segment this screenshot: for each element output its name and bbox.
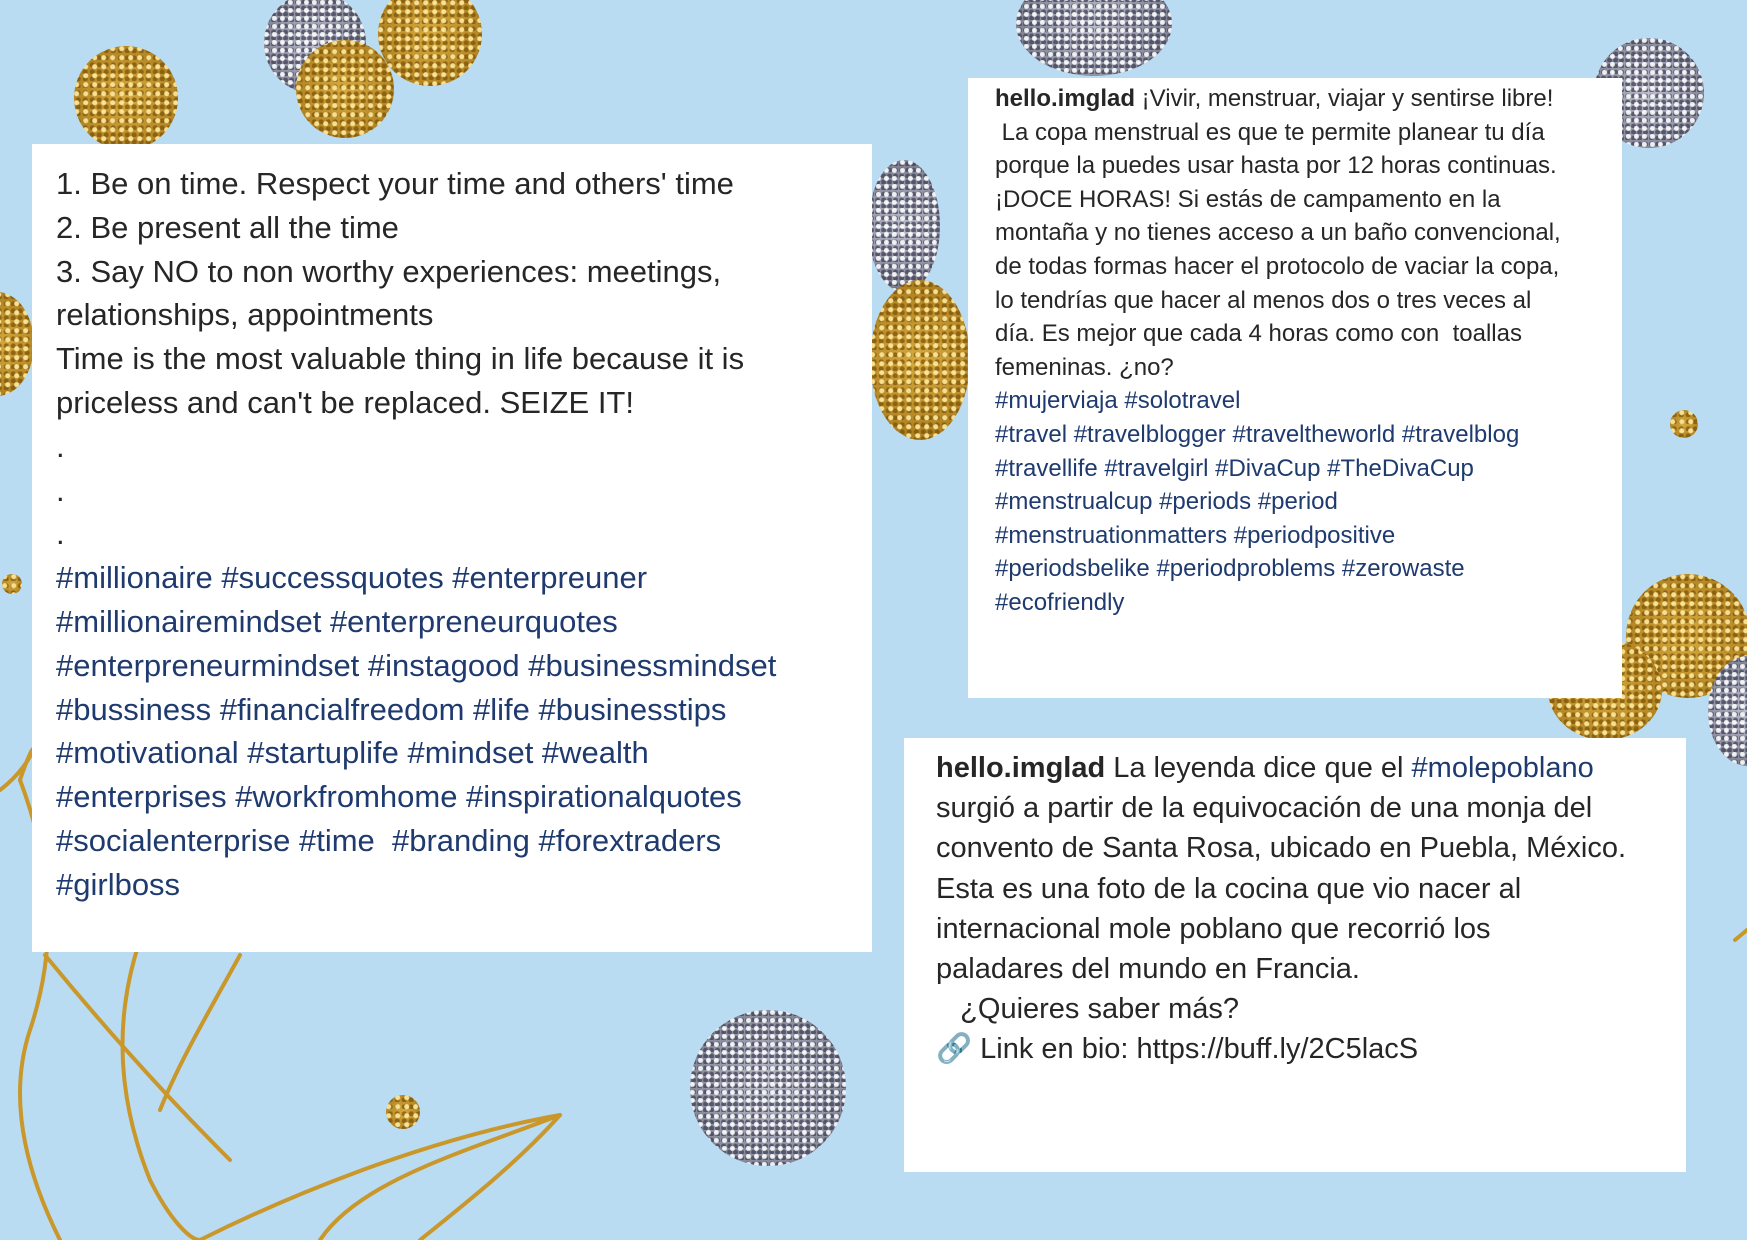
caption-first-line (995, 82, 1622, 116)
silver-dot (868, 160, 940, 292)
hashtag-line[interactable]: #millionairemindset #enterpreneurquotes (56, 603, 618, 639)
username[interactable]: hello.imglad (936, 752, 1106, 784)
caption-line: convento de Santa Rosa, ubicado en Puebla, México. (936, 832, 1627, 865)
caption-line: . (56, 428, 65, 464)
caption-first-line (936, 748, 1686, 788)
post-card-left (32, 144, 872, 952)
hashtag-line[interactable]: #socialenterprise #time #branding #forextraders (56, 822, 722, 858)
caption-line: ¿Quieres saber más? (936, 993, 1239, 1026)
caption-line: Time is the most valuable thing in life because it is (56, 341, 745, 377)
caption-line: montaña y no tienes acceso a un baño convencional, (995, 219, 1561, 247)
caption-text: ¡Vivir, menstruar, viajar y sentirse libre! (1135, 85, 1554, 112)
bio-link[interactable]: Link en bio: https://buff.ly/2C5lacS (972, 1033, 1419, 1066)
hashtag-line[interactable]: #travel #travelblogger #traveltheworld #travelblog (995, 420, 1520, 448)
hashtag-line[interactable]: #periodsbelike #periodproblems #zerowaste (995, 555, 1465, 583)
caption-line: femeninas. ¿no? (995, 353, 1174, 381)
caption-line: . (56, 516, 65, 552)
caption-line: La copa menstrual es que te permite planear tu día (995, 118, 1545, 146)
hashtag-line[interactable]: #millionaire #successquotes #enterpreuner (56, 560, 648, 596)
gold-dot (2, 574, 22, 594)
hashtag-line[interactable]: #motivational #startuplife #mindset #wealth (56, 735, 649, 771)
hashtag-line[interactable]: #enterprises #workfromhome #inspirationalquotes (56, 779, 742, 815)
username[interactable]: hello.imglad (995, 85, 1136, 112)
hashtag-line[interactable]: #girlboss (56, 866, 181, 902)
hashtag-line[interactable]: #enterpreneurmindset #instagood #businessmindset (56, 647, 777, 683)
gold-dot (1670, 410, 1698, 438)
caption-line: internacional mole poblano que recorrió los (936, 912, 1491, 945)
caption-line: lo tendrías que hacer al menos dos o tres veces al (995, 286, 1532, 314)
hashtag-line[interactable]: #menstrualcup #periods #period (995, 488, 1338, 516)
caption-line: porque la puedes usar hasta por 12 horas continuas. (995, 152, 1557, 180)
link-line[interactable] (936, 1029, 1686, 1069)
silver-dot (690, 1010, 846, 1166)
hashtag-line[interactable]: #mujerviaja #solotravel (995, 387, 1241, 415)
caption-text: La leyenda dice que el (1105, 752, 1412, 784)
hashtag-line[interactable]: #menstruationmatters #periodpositive (995, 521, 1396, 549)
gold-dot (386, 1095, 420, 1129)
post-card-bottom-right (904, 738, 1686, 1172)
caption-line: Esta es una foto de la cocina que vio nacer al (936, 872, 1522, 905)
gold-dot (296, 40, 394, 138)
caption-line: día. Es mejor que cada 4 horas como con toallas (995, 320, 1522, 348)
caption-line: surgió a partir de la equivocación de una monja del (936, 792, 1593, 825)
post-card-top-right (968, 78, 1622, 698)
caption-line: relationships, appointments (56, 297, 434, 333)
caption-line: ¡DOCE HORAS! Si estás de campamento en la (995, 185, 1501, 213)
caption-line: 1. Be on time. Respect your time and others' time (56, 166, 734, 201)
link-icon: 🔗 (936, 1033, 973, 1066)
caption-line: 3. Say NO to non worthy experiences: meetings, (56, 253, 722, 289)
hashtag-line[interactable]: #bussiness #financialfreedom #life #businesstips (56, 691, 727, 727)
gold-dot (870, 280, 970, 440)
caption-line: 2. Be present all the time (56, 209, 399, 245)
caption-line: de todas formas hacer el protocolo de vaciar la copa, (995, 252, 1560, 280)
caption-line: priceless and can't be replaced. SEIZE IT! (56, 384, 634, 420)
hashtag-link[interactable]: #molepoblano (1411, 752, 1594, 784)
caption-line: paladares del mundo en Francia. (936, 953, 1360, 986)
hashtag-line[interactable]: #ecofriendly (995, 588, 1125, 616)
hashtag-line[interactable]: #travellife #travelgirl #DivaCup #TheDivaCup (995, 454, 1474, 482)
gold-dot (74, 46, 178, 150)
caption-line: . (56, 472, 65, 508)
